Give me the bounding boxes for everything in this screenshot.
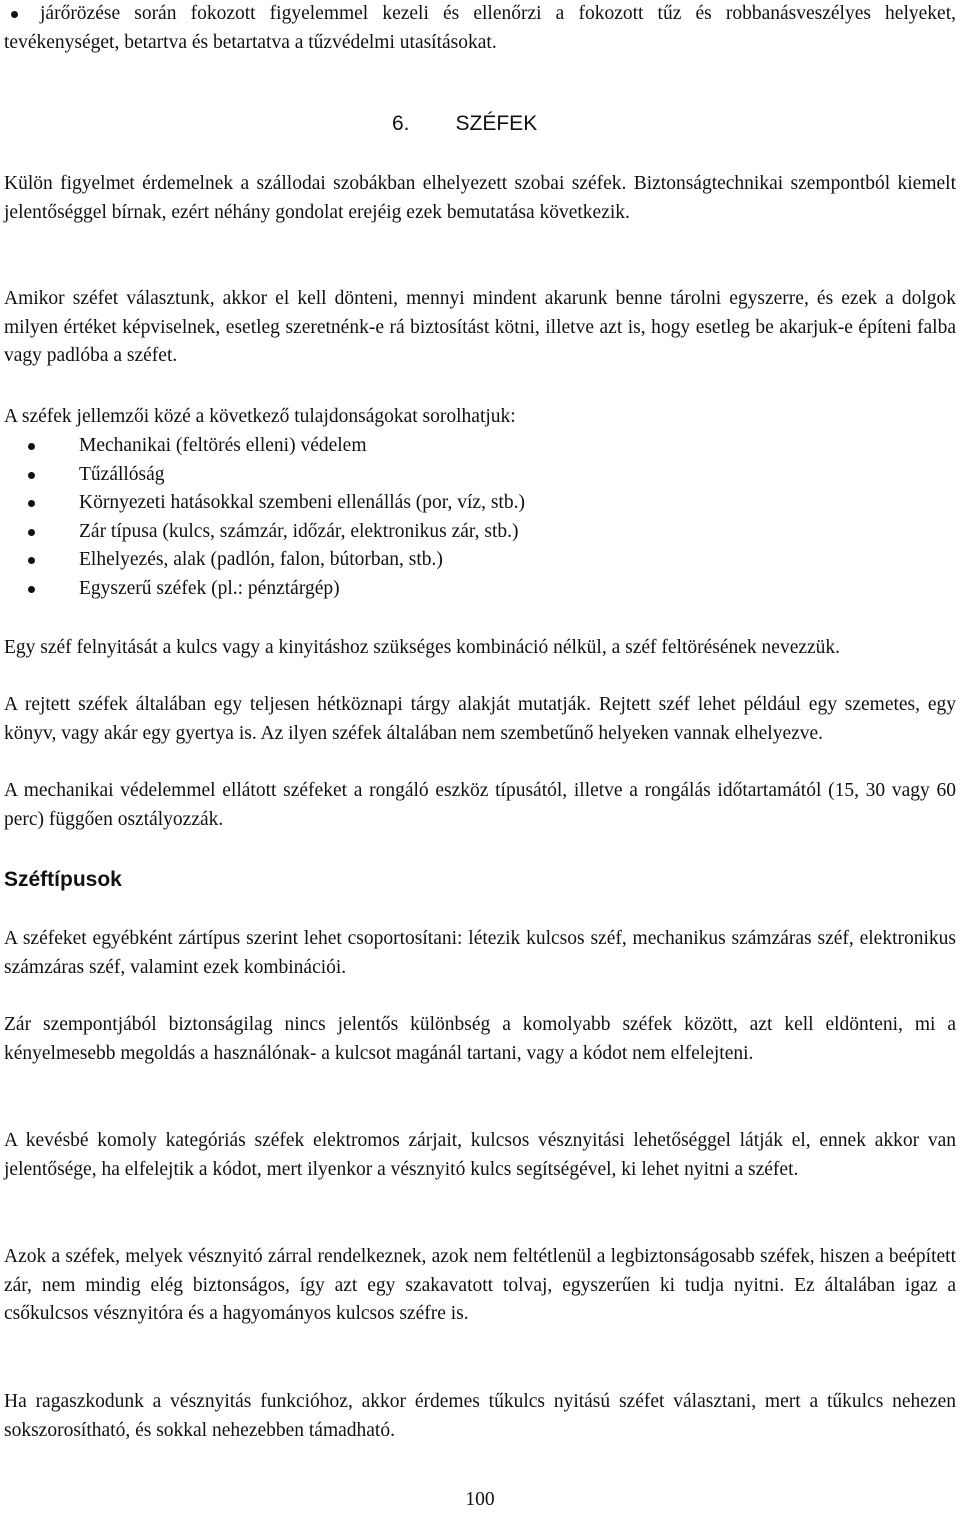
- paragraph-emergency-lock: Azok a széfek, melyek vésznyitó zárral rendelkeznek, azok nem feltétlenül a legbiztonságosabb széfek, hiszen a beépített zár, nem mindig elég biztonságos, így azt egy szakavatott tolvaj, egyszerűen ki tudja nyitni. Ez általában igaz a csőkulcsos vésznyitóra és a hagyományos kulcsos széfre is.: [4, 1246, 956, 1324]
- paragraph-hidden-safes: A rejtett széfek általában egy teljesen hétköznapi tárgy alakját mutatják. Rejtett széf lehet például egy szemetes, egy könyv, vagy akár egy gyertya is. Az ilyen széfek általában nem szembetűnő helyeken vannak elhelyezve.: [4, 694, 956, 744]
- list-item: Egyszerű széfek (pl.: pénztárgép): [4, 575, 956, 604]
- bullet-dot-icon: [28, 500, 35, 507]
- paragraph-lock-security: Zár szempontjából biztonságilag nincs jelentős különbség a komolyabb széfek között, azt kell eldönteni, mi a kényelmesebb megoldás a használónak- a kulcsot magánál tartani, vagy a kódot nem elfelejteni.: [4, 1014, 956, 1064]
- bullet-dot-icon: [28, 586, 35, 593]
- subheading-safe-types: Széftípusok: [4, 868, 122, 891]
- paragraph-emergency-key: A kevésbé komoly kategóriás széfek elektromos zárjait, kulcsos vésznyitási lehetőséggel látják el, ennek akkor van jelentősége, ha elfelejtik a kódot, mert ilyenkor a vésznyitó kulcs segítségével, ki lehet nyitni a széfet.: [4, 1130, 956, 1180]
- bullet-dot-icon: [28, 529, 35, 536]
- bullet-dot-icon: [11, 11, 18, 18]
- paragraph-mechanical-protection: A mechanikai védelemmel ellátott széfeket a rongáló eszköz típusától, illetve a rongálás időtartamától (15, 30 vagy 60 perc) függően osztályozzák.: [4, 780, 956, 830]
- paragraph-breaking: Egy széf felnyitását a kulcs vagy a kinyitáshoz szükséges kombináció nélkül, a széf feltörésének nevezzük.: [4, 637, 841, 658]
- paragraph-features-intro: A széfek jellemzői közé a következő tulajdonságokat sorolhatjuk:: [4, 406, 516, 427]
- list-item: Zár típusa (kulcs, számzár, időzár, elektronikus zár, stb.): [4, 518, 956, 547]
- paragraph-intro: Külön figyelmet érdemelnek a szállodai szobákban elhelyezett szobai széfek. Biztonságtechnikai szempontból kiemelt jelentőséggel bírnak, ezért néhány gondolat erejéig ezek bemutatása következik.: [4, 173, 956, 223]
- list-item: Elhelyezés, alak (padlón, falon, bútorban, stb.): [4, 546, 956, 575]
- bullet-dot-icon: [28, 557, 35, 564]
- section-heading: [392, 110, 537, 138]
- section-title: SZÉFEK: [455, 112, 538, 135]
- continued-bullet-text: járőrözése során fokozott figyelemmel kezeli és ellenőrzi a fokozott tűz és robbanásveszélyes helyeket, tevékenységet, betartva és betartatva a tűzvédelmi utasításokat.: [4, 3, 956, 53]
- list-item: Környezeti hatásokkal szembeni ellenállás (por, víz, stb.): [4, 489, 956, 518]
- bullet-dot-icon: [28, 472, 35, 479]
- paragraph-needle-key: Ha ragaszkodunk a vésznyitás funkcióhoz, akkor érdemes tűkulcs nyitású széfet választani, mert a tűkulcs nehezen sokszorosítható, és sokkal nehezebben támadható.: [4, 1391, 956, 1441]
- section-number: 6.: [392, 112, 410, 135]
- bullet-dot-icon: [28, 443, 35, 450]
- list-item: Mechanikai (feltörés elleni) védelem: [4, 432, 956, 461]
- paragraph-choosing-safe: Amikor széfet választunk, akkor el kell dönteni, mennyi mindent akarunk benne tárolni egyszerre, és ezek a dolgok milyen értéket képviselnek, esetleg szeretnénk-e rá biztosítást kötni, illetve azt is, hogy esetleg be akarjuk-e építeni falba vagy padlóba a széfet.: [4, 288, 956, 366]
- page-number: 100: [465, 1489, 495, 1510]
- continued-bullet-item: [4, 0, 956, 57]
- list-item: Tűzállóság: [4, 461, 956, 490]
- paragraph-lock-types: A széfeket egyébként zártípus szerint lehet csoportosítani: létezik kulcsos széf, mechanikus számzáras széf, elektronikus számzáras széf, valamint ezek kombinációi.: [4, 928, 956, 978]
- features-list: [4, 432, 956, 603]
